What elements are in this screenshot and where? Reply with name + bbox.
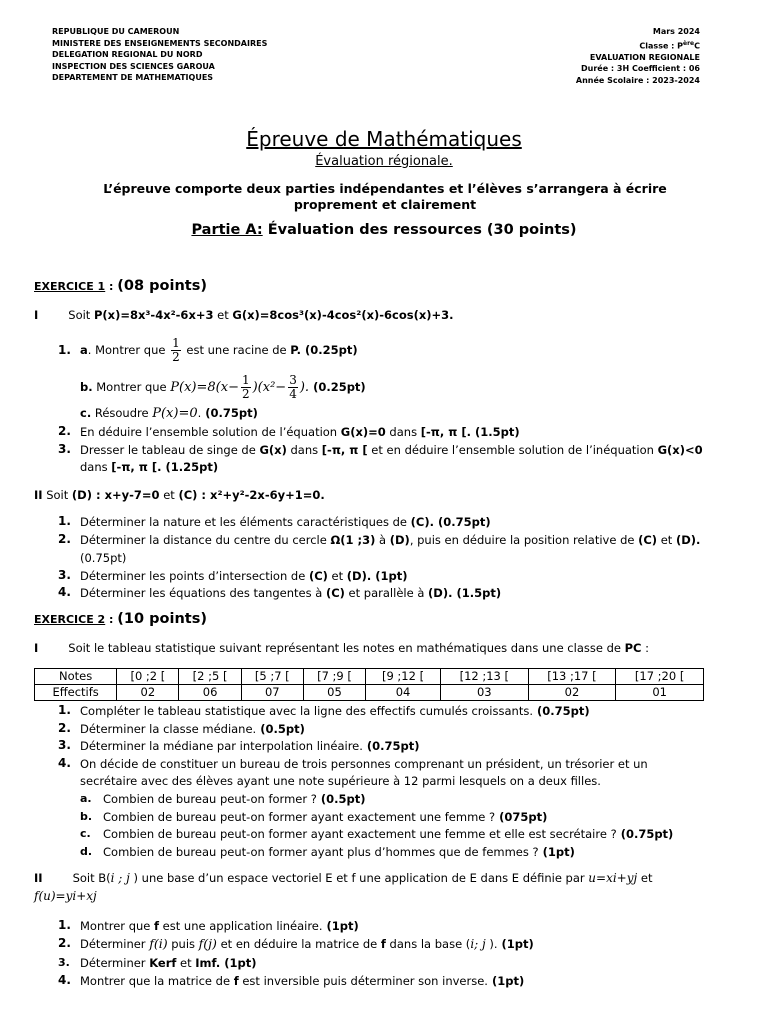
q-number: 3. [58,738,71,752]
table-cell: 02 [528,685,616,701]
table-cell: 01 [616,685,704,701]
ex2-q4-line2: secrétaire avec des élèves ayant une note supérieure à 12 parmi lesquels on a deux filles. [80,774,601,788]
subq-letter: c. [80,827,91,840]
ex2-part-I: I Soit le tableau statistique suivant représentant les notes en mathématiques dans une classe de PC : [34,641,650,655]
subq-letter: a. [80,792,92,805]
table-cell: Effectifs [35,685,117,701]
q-number: 2. [58,721,71,735]
ex2-ii-q2: Déterminer f(i) puis f(j) et en déduire la matrice de f dans la base (i; j ). (1pt) [80,936,534,951]
q-number: 2. [58,936,71,950]
table-cell: 03 [440,685,528,701]
header-line: DELEGATION REGIONAL DU NORD [52,50,203,59]
stat-table [34,668,704,701]
table-cell: [5 ;7 [ [241,669,303,685]
ex2-q3: Déterminer la médiane par interpolation linéaire. (0.75pt) [80,739,420,753]
ex1-q1a: a. Montrer que $\frac{1}{2}$ est une racine de P. (0.25pt) [80,336,358,364]
q-number: 2. [58,424,71,438]
q-number: 1. [58,514,71,528]
ex2-q4: On décide de constituer un bureau de trois personnes comprenant un président, un trésorier et un [80,757,648,771]
table-cell: 04 [366,685,441,701]
ex2-ii-q4: Montrer que la matrice de f est inversible puis déterminer son inverse. (1pt) [80,974,525,988]
header-year: Année Scolaire : 2023-2024 [575,75,700,85]
ex2-ii-q1: Montrer que f est une application linéaire. (1pt) [80,919,359,933]
header-eval: EVALUATION REGIONALE [589,52,700,62]
table-cell: [12 ;13 [ [440,669,528,685]
table-cell: [13 ;17 [ [528,669,616,685]
ex2-q1: Compléter le tableau statistique avec la ligne des effectifs cumulés croissants. (0.75pt) [80,704,590,718]
ex1-q1c: c. Résoudre P(x)=0. (0.75pt) [80,406,258,421]
q-number: 3. [58,956,70,969]
q-number: 4. [58,756,71,770]
subq-letter: b. [80,810,93,823]
partie-title: Partie A: Évaluation des ressources (30 points) [191,222,577,238]
q-number: 2. [58,532,71,546]
header-left [52,26,267,84]
subq-letter: d. [80,845,93,858]
q-number: 3. [58,568,71,582]
ex2-q2: Déterminer la classe médiane. (0.5pt) [80,722,305,736]
header-line: MINISTERE DES ENSEIGNEMENTS SECONDAIRES [52,38,268,48]
ex1-ii-q2: Déterminer la distance du centre du cercle Ω(1 ;3) à (D), puis en déduire la position relative de (C) et (D). [80,533,701,547]
table-cell: 05 [303,685,365,701]
header-line: DEPARTEMENT DE MATHEMATIQUES [52,73,214,82]
header-line: REPUBLIQUE DU CAMEROUN [52,27,180,36]
q-number: 4. [58,585,71,599]
header-line: INSPECTION DES SCIENCES GAROUA [52,61,215,71]
header-duration: Durée : 3H Coefficient : 06 [581,64,700,74]
ex1-q1b: b. Montrer que P(x)=8(x− $\frac{1}{2}$ )(x²− $\frac{3}{4}$ ). (0.25pt) [80,373,366,401]
page-subtitle: Évaluation régionale. [315,154,453,169]
exercise-1-heading: EXERCICE 1 : (08 points) [34,278,207,294]
table-cell: [2 ;5 [ [179,669,241,685]
ex2-part-II-line2: f(u)=yi+xj [34,889,97,903]
table-cell: [0 ;2 [ [117,669,179,685]
q-number: 1. [58,343,71,357]
header-date: Mars 2024 [652,27,700,36]
ex1-ii-q3: Déterminer les points d’intersection de (C) et (D). (1pt) [80,569,408,583]
ex1-part-II: II Soit (D) : x+y-7=0 et (C) : x²+y²-2x-6y+1=0. [34,488,325,502]
fraction-half: $\frac{1}{2}$ [172,336,180,364]
table-cell: [7 ;9 [ [303,669,365,685]
ex2-part-II: II Soit B(i ; j ) une base d’un espace vectoriel E et f une application de E dans E définie par u=xi+yj et [34,871,653,885]
ex1-q3-line2: dans [-π, π [. (1.25pt) [80,460,219,474]
ex2-q4c: Combien de bureau peut-on former ayant exactement une femme et elle est secrétaire ? (0.75pt) [103,827,674,841]
ex1-part-I: I Soit P(x)=8x³-4x²-6x+3 et G(x)=8cos³(x)-4cos²(x)-6cos(x)+3. [34,308,454,322]
q-number: 4. [58,973,71,987]
ex2-q4d: Combien de bureau peut-on former ayant plus d’hommes que de femmes ? (1pt) [103,845,575,859]
exercise-2-heading: EXERCICE 2 : (10 points) [34,611,207,627]
header-class: Classe : $P^{ère}C$ [639,39,700,51]
table-row [35,669,704,685]
ex1-ii-q2-pts: (0.75pt) [80,551,127,565]
table-cell: [9 ;12 [ [366,669,441,685]
table-cell: 02 [117,685,179,701]
intro-text: L’épreuve comporte deux parties indépendantes et l’élèves s’arrangera à écrire proprement et clairement [103,181,667,212]
table-cell: [17 ;20 [ [616,669,704,685]
table-cell: 06 [179,685,241,701]
ex2-ii-q3: Déterminer Kerf et Imf. (1pt) [80,956,257,970]
ex1-q2: En déduire l’ensemble solution de l’équation G(x)=0 dans [-π, π [. (1.5pt) [80,425,520,439]
ex1-ii-q4: Déterminer les équations des tangentes à (C) et parallèle à (D). (1.5pt) [80,586,502,600]
ex2-q4b: Combien de bureau peut-on former ayant exactement une femme ? (075pt) [103,810,548,824]
q-number: 1. [58,918,71,932]
table-cell: Notes [35,669,117,685]
page-title: Épreuve de Mathématiques [246,127,522,151]
table-row [35,685,704,701]
ex1-q3: Dresser le tableau de singe de G(x) dans [-π, π [ et en déduire l’ensemble solution de l’inéquation G(x)<0 [80,443,703,457]
ex1-ii-q1: Déterminer la nature et les éléments caractéristiques de (C). (0.75pt) [80,515,491,529]
ex2-q4a: Combien de bureau peut-on former ? (0.5pt) [103,792,366,806]
table-cell: 07 [241,685,303,701]
q-number: 1. [58,703,71,717]
header-right [576,26,700,86]
q-number: 3. [58,442,71,456]
